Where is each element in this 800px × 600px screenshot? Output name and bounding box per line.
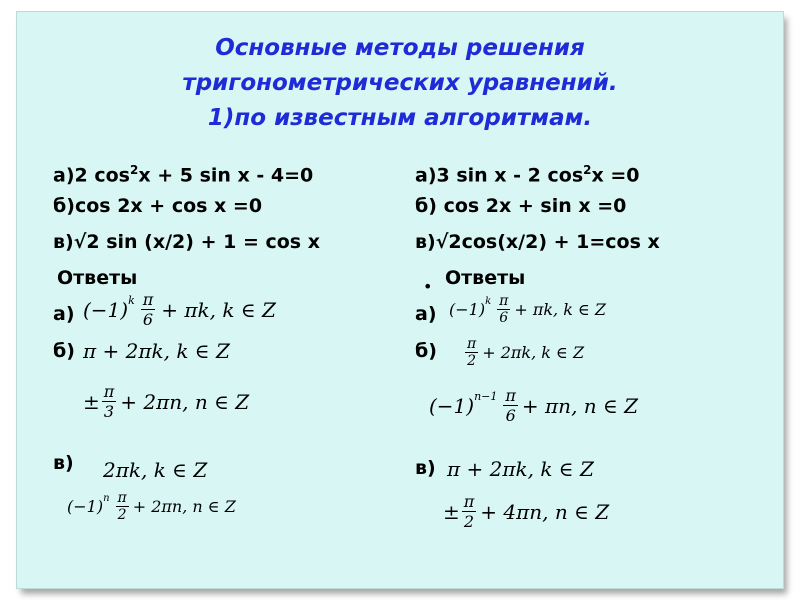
left-ans-c2-pre: (−1): [67, 497, 104, 516]
bullet-icon: •: [423, 277, 433, 296]
right-answer-c-label: в): [415, 457, 436, 479]
right-ans-c2-den: 2: [463, 512, 475, 531]
right-ans-b2-den: 6: [505, 406, 516, 425]
left-ans-a-den: 6: [142, 310, 154, 329]
left-ans-c2-num: π: [117, 490, 127, 506]
left-ans-a-num: π: [142, 290, 154, 309]
right-answers-label: Ответы: [445, 267, 526, 289]
left-eq-a-pre: а)2 cos: [53, 164, 130, 187]
left-eq-a-sup: 2: [129, 163, 139, 177]
right-ans-c2-post: + 4πn, n ∈ Z: [480, 499, 610, 524]
right-eq-a-post: x =0: [591, 164, 640, 187]
left-ans-a-exp: k: [128, 294, 135, 307]
left-ans-b2-den: 3: [103, 402, 115, 421]
right-eq-a-pre: а)3 sin x - 2 cos: [415, 164, 584, 187]
left-ans-a-pre: (−1): [83, 297, 129, 322]
slide-title: [17, 31, 783, 136]
left-answer-b-label: б): [53, 340, 75, 362]
right-ans-a-pre: (−1): [449, 300, 486, 319]
right-equation-a: [415, 159, 640, 186]
left-ans-a-fraction: [141, 290, 156, 329]
right-answer-c2-formula: [443, 492, 609, 531]
left-ans-c2-post: + 2πn, n ∈ Z: [132, 497, 236, 516]
left-ans-b2-post: + 2πn, n ∈ Z: [120, 389, 250, 414]
right-ans-b2-fraction: [503, 386, 518, 425]
left-answer-b2-formula: [83, 382, 249, 421]
left-answer-c-label: в): [53, 452, 74, 474]
left-answer-a-formula: [83, 290, 276, 329]
right-answer-a-formula: [449, 293, 606, 326]
right-ans-a-num: π: [499, 293, 509, 309]
right-ans-a-exp: k: [485, 296, 492, 307]
right-equation-c: в)√2cos(x/2) + 1=cos x: [415, 231, 660, 253]
right-ans-b2-num: π: [505, 386, 516, 405]
left-ans-c2-fraction: [116, 490, 129, 523]
left-ans-c2-exp: n: [103, 493, 110, 504]
left-ans-b2-pre: ±: [83, 389, 100, 414]
right-equation-b: б) cos 2x + sin x =0: [415, 195, 627, 217]
right-ans-b2-pre: (−1): [429, 393, 475, 418]
right-ans-b1-num: π: [467, 336, 477, 352]
right-answer-b2-formula: [429, 386, 638, 425]
title-line-3: 1)по известным алгоритмам.: [207, 105, 593, 131]
left-ans-b2-fraction: [102, 382, 117, 421]
right-ans-b2-exp: n−1: [474, 390, 498, 403]
left-ans-a-post: + πk, k ∈ Z: [161, 297, 276, 322]
right-ans-b2-post: + πn, n ∈ Z: [521, 393, 639, 418]
right-ans-a-fraction: [497, 293, 510, 326]
right-ans-a-post: + πk, k ∈ Z: [514, 300, 607, 319]
right-answer-c1-formula: π + 2πk, k ∈ Z: [447, 457, 594, 481]
right-answer-b1-formula: [463, 336, 584, 369]
right-ans-b1-fraction: [465, 336, 478, 369]
right-ans-c2-pre: ±: [443, 499, 460, 524]
title-line-1: Основные методы решения: [215, 35, 585, 61]
left-ans-c2-den: 2: [117, 507, 127, 523]
title-line-2: тригонометрических уравнений.: [182, 70, 618, 96]
left-answer-a-label: а): [53, 303, 75, 325]
left-equation-c: в)√2 sin (x/2) + 1 = cos x: [53, 231, 320, 253]
left-answers-label: Ответы: [57, 267, 138, 289]
left-equation-b: б)cos 2x + cos x =0: [53, 195, 263, 217]
left-answer-c1-formula: 2πk, k ∈ Z: [103, 458, 208, 482]
left-answer-b1-formula: π + 2πk, k ∈ Z: [83, 339, 230, 363]
right-ans-b1-den: 2: [467, 353, 477, 369]
right-eq-a-sup: 2: [583, 163, 592, 177]
left-answer-c2-formula: [67, 490, 236, 523]
right-ans-c2-num: π: [463, 492, 475, 511]
left-equation-a: [53, 159, 313, 186]
left-ans-b2-num: π: [103, 382, 115, 401]
right-ans-a-den: 6: [499, 310, 509, 326]
right-ans-c2-fraction: [462, 492, 477, 531]
left-eq-a-post: x + 5 sin x - 4=0: [138, 164, 314, 187]
right-ans-b1-post: + 2πk, k ∈ Z: [482, 343, 585, 362]
right-answer-b-label: б): [415, 340, 437, 362]
right-answer-a-label: а): [415, 303, 437, 325]
slide: [17, 12, 783, 588]
